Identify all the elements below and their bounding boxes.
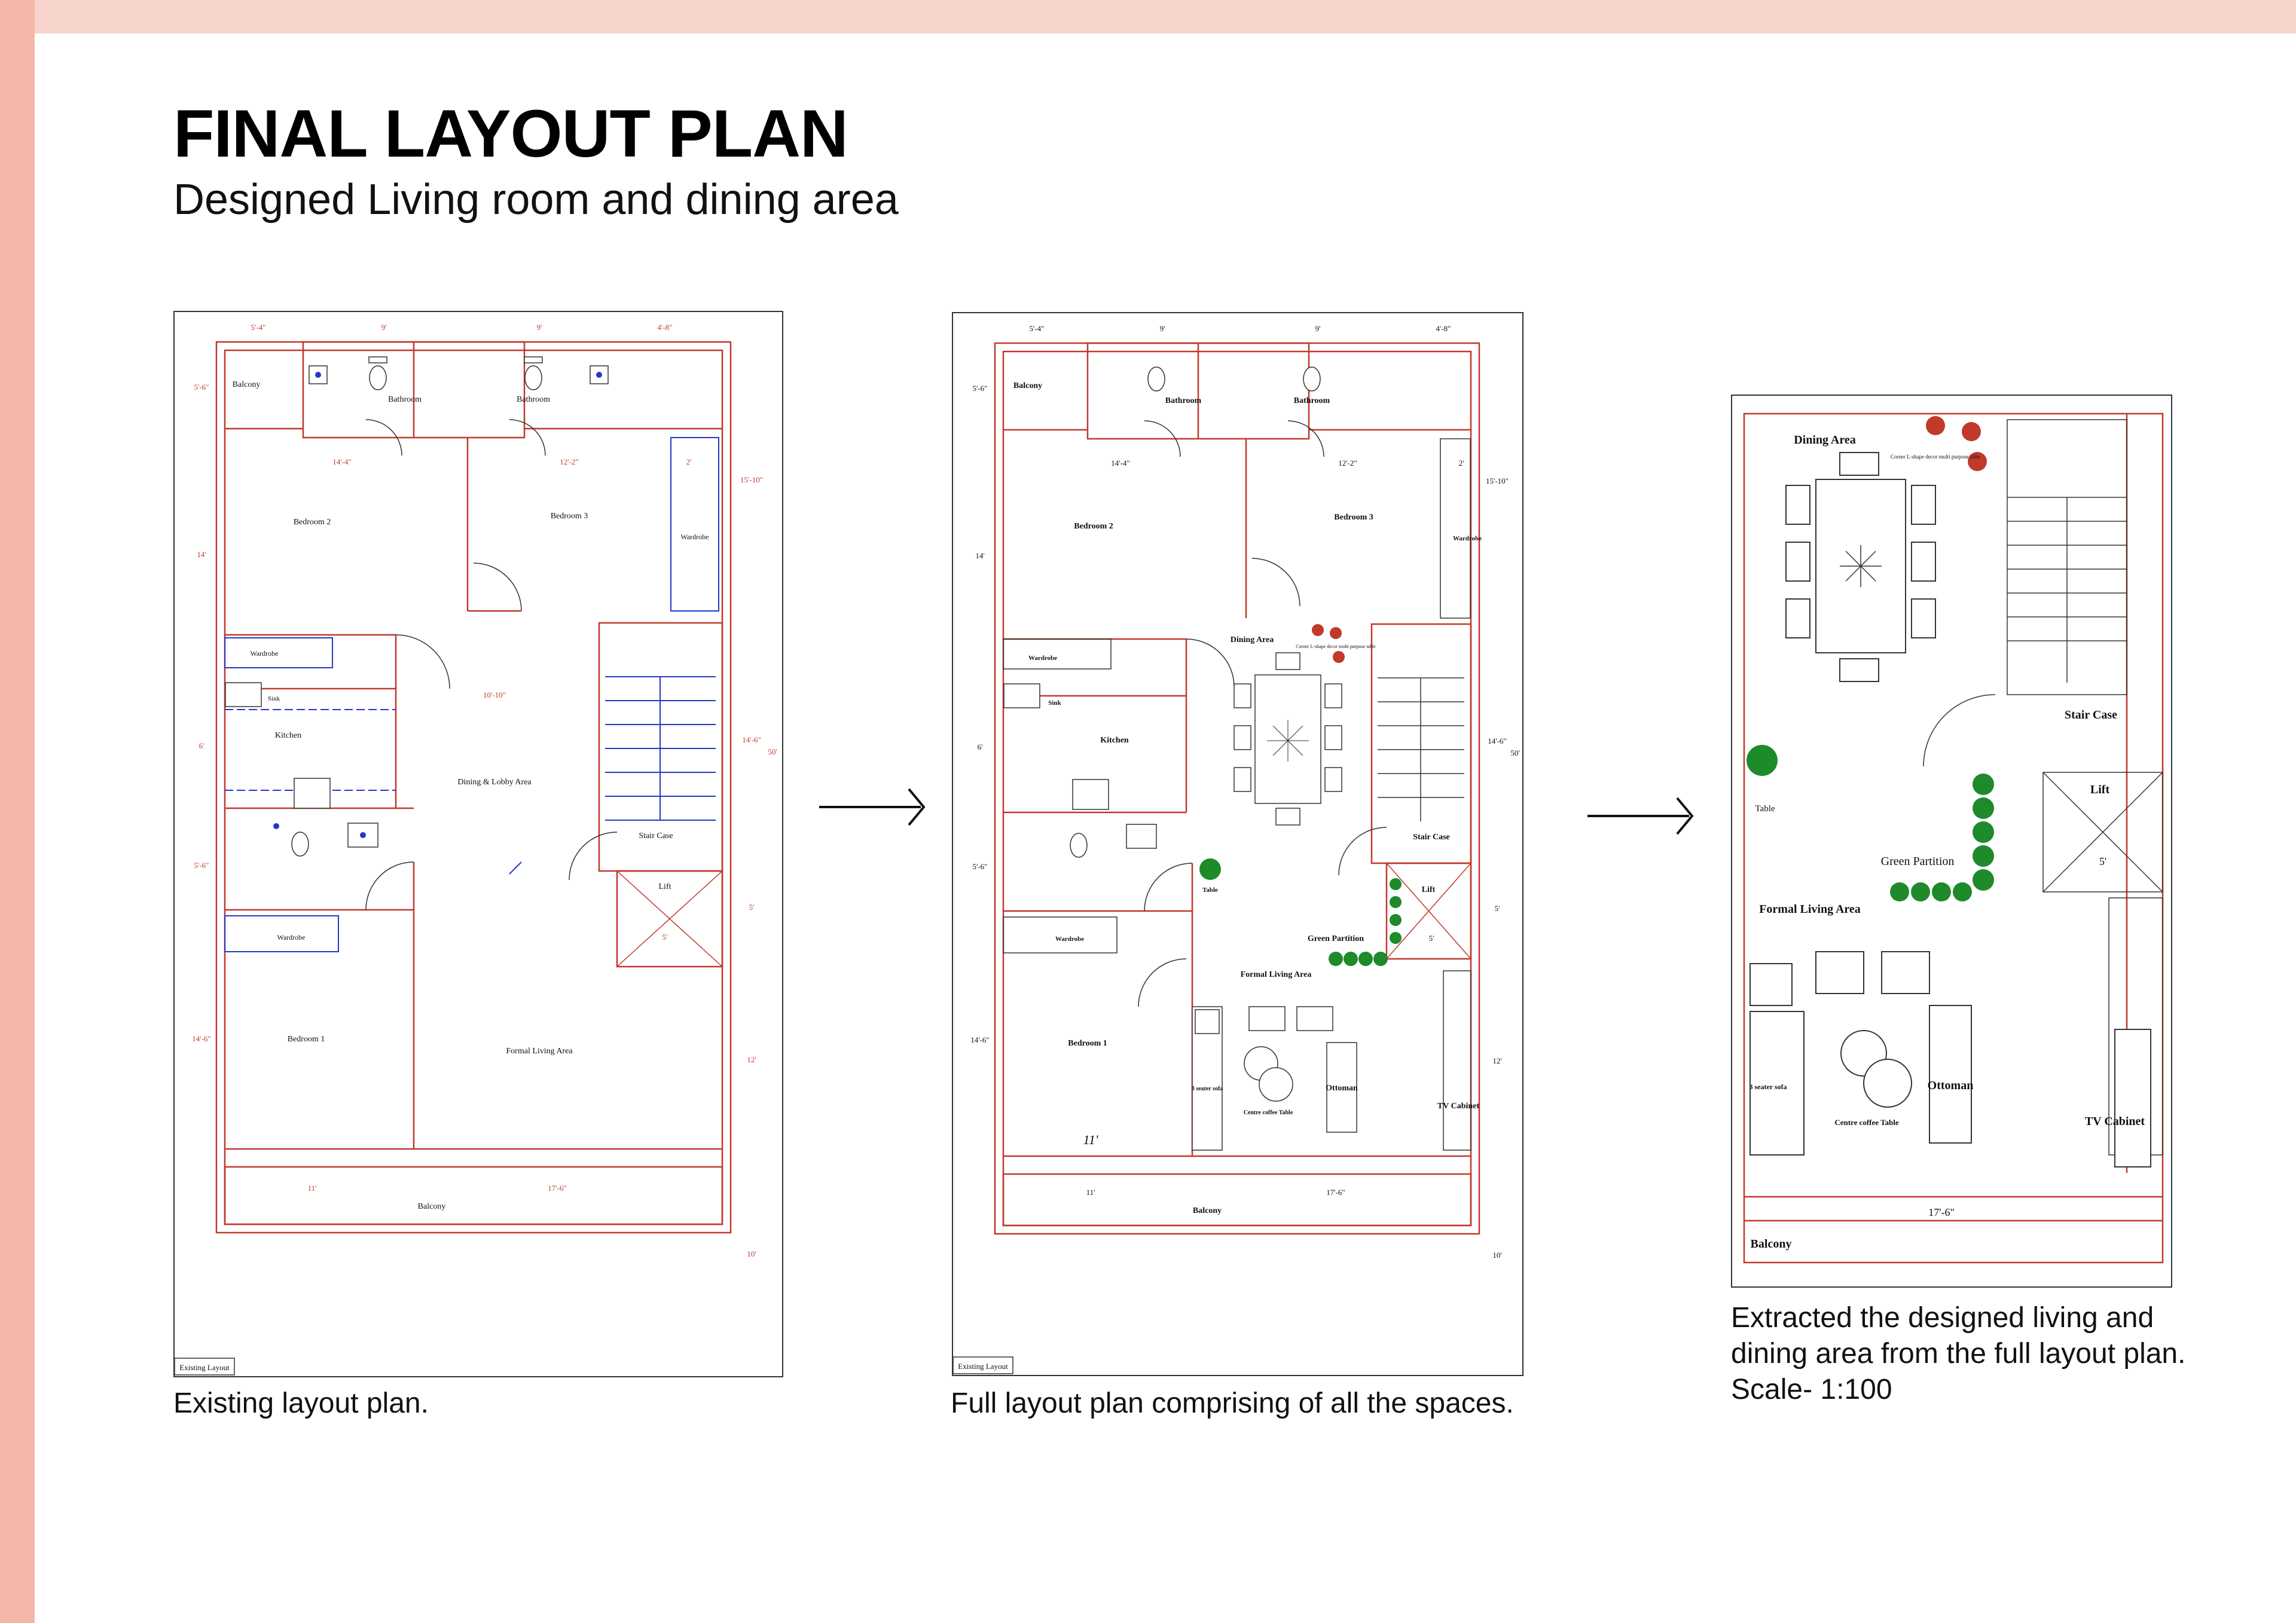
label-lift: Lift <box>2090 783 2110 796</box>
plan-tag: Existing Layout <box>179 1363 230 1372</box>
label-wardrobe-left: Wardrobe <box>1028 655 1058 662</box>
label-green-partition: Green Partition <box>1880 855 1955 868</box>
existing-layout-plan <box>173 311 783 1377</box>
extracted-living-dining-plan <box>1731 395 2172 1288</box>
label-bedroom-1: Bedroom 1 <box>287 1035 325 1044</box>
dim-r6: 50' <box>1510 748 1520 757</box>
label-bathroom-2: Bathroom <box>1293 396 1330 405</box>
label-wardrobe-bottom: Wardrobe <box>1055 936 1085 943</box>
label-green-partition: Green Partition <box>1307 934 1364 943</box>
dim-v3: 6' <box>199 741 204 750</box>
dim-4: 4'-8" <box>657 323 673 332</box>
dim-r4: 12' <box>747 1055 756 1064</box>
extracted-drawing <box>1732 396 2171 1286</box>
dim-9: 11' <box>1086 1188 1095 1197</box>
dim-v1: 5'-6" <box>972 384 988 393</box>
label-wardrobe-right: Wardrobe <box>680 533 709 541</box>
dim-5: 14'-4" <box>1111 459 1130 467</box>
label-wardrobe-right: Wardrobe <box>1452 535 1482 542</box>
label-table: Table <box>1755 804 1775 814</box>
dim-v4: 5'-6" <box>194 861 209 870</box>
dim-v4: 5'-6" <box>972 862 988 871</box>
dim-11: 5' <box>662 933 668 942</box>
dim-r1: 15'-10" <box>1486 476 1509 485</box>
caption-extracted <box>1731 1300 2185 1408</box>
page-subtitle: Designed Living room and dining area <box>173 176 899 224</box>
dim-8: 10'-10" <box>483 690 506 699</box>
dim-1: 5'-4" <box>251 323 266 332</box>
label-corner-note: Corner L-shape decor multi purpose table <box>1296 644 1376 649</box>
label-lift: Lift <box>1421 885 1436 894</box>
label-coffee-table: Centre coffee Table <box>1834 1118 1899 1127</box>
dim-9: 11' <box>307 1184 317 1193</box>
dim-3: 9' <box>536 323 542 332</box>
label-stair-case: Stair Case <box>2065 708 2117 722</box>
dim-4: 4'-8" <box>1436 324 1451 333</box>
dim-r3: 5' <box>1494 904 1500 913</box>
dim-v1: 5'-6" <box>194 383 209 392</box>
label-bathroom-1: Bathroom <box>388 395 422 404</box>
dim-v5: 14'-6" <box>970 1035 990 1044</box>
label-bedroom-1: Bedroom 1 <box>1068 1039 1107 1048</box>
label-sofa: 3 seater sofa <box>1191 1086 1223 1092</box>
label-balcony: Balcony <box>1750 1237 1792 1251</box>
dim-5: 14'-4" <box>332 457 352 466</box>
label-lift: Lift <box>658 882 671 891</box>
plan-tag: Existing Layout <box>958 1362 1008 1371</box>
label-bathroom-2: Bathroom <box>517 395 550 404</box>
page-title: FINAL LAYOUT PLAN <box>173 96 848 171</box>
label-bathroom-1: Bathroom <box>1165 396 1202 405</box>
dim-1: 5' <box>2099 855 2107 867</box>
caption-line-3: Scale- 1:100 <box>1731 1374 1892 1405</box>
dim-12: 11' <box>1083 1132 1098 1147</box>
caption-existing: Existing layout plan. <box>173 1387 429 1419</box>
top-accent-strip <box>35 0 2296 33</box>
label-dining-lobby: Dining & Lobby Area <box>457 778 532 787</box>
dim-r2: 14'-6" <box>742 735 761 744</box>
label-formal-living: Formal Living Area <box>1759 903 1861 916</box>
dim-v5: 14'-6" <box>192 1034 211 1043</box>
label-coffee-table: Centre coffee Table <box>1243 1109 1293 1116</box>
dim-r5: 10' <box>1492 1251 1502 1260</box>
existing-layout-drawing <box>175 312 782 1376</box>
label-bedroom-2: Bedroom 2 <box>293 518 331 527</box>
label-sink: Sink <box>267 695 280 702</box>
dim-r1: 15'-10" <box>740 475 763 484</box>
dim-1: 5'-4" <box>1029 324 1045 333</box>
label-bedroom-3: Bedroom 3 <box>550 512 588 521</box>
label-ottoman: Ottoman <box>1927 1079 1974 1092</box>
dim-10: 17'-6" <box>548 1184 567 1193</box>
dim-v2: 14' <box>197 550 206 559</box>
label-balcony-bottom: Balcony <box>417 1202 446 1211</box>
dim-11: 5' <box>1428 934 1434 943</box>
dim-r2: 14'-6" <box>1488 736 1507 745</box>
label-kitchen: Kitchen <box>1100 736 1129 745</box>
label-stair-case: Stair Case <box>639 832 673 840</box>
label-stair-case: Stair Case <box>1413 833 1450 842</box>
dim-6: 12'-2" <box>560 457 579 466</box>
dim-7: 2' <box>686 457 692 466</box>
dim-2: 9' <box>1159 324 1165 333</box>
label-formal-living: Formal Living Area <box>506 1047 573 1056</box>
label-bedroom-3: Bedroom 3 <box>1334 513 1373 522</box>
dim-2: 9' <box>381 323 387 332</box>
label-formal-living: Formal Living Area <box>1240 970 1312 979</box>
left-accent-strip <box>0 0 35 1623</box>
full-layout-drawing <box>953 313 1522 1375</box>
dim-7: 2' <box>1458 459 1464 467</box>
caption-line-1: Extracted the designed living and <box>1731 1302 2154 1334</box>
dim-3: 9' <box>1315 324 1321 333</box>
label-balcony-top: Balcony <box>1013 381 1043 390</box>
label-corner-note: Corner L-shape decor multi purpose table <box>1890 454 1981 460</box>
dim-r6: 50' <box>768 747 777 756</box>
label-balcony-top: Balcony <box>232 380 261 389</box>
label-sink: Sink <box>1048 699 1061 707</box>
dim-v2: 14' <box>975 551 985 560</box>
label-ottoman: Ottoman <box>1326 1084 1358 1093</box>
dim-v3: 6' <box>977 742 983 751</box>
label-table: Table <box>1202 887 1218 894</box>
label-tv-cabinet: TV Cabinet <box>1437 1102 1480 1111</box>
label-sofa: 3 seater sofa <box>1749 1083 1787 1091</box>
label-dining: Dining Area <box>1230 635 1274 644</box>
label-bedroom-2: Bedroom 2 <box>1074 522 1113 531</box>
label-wardrobe-left: Wardrobe <box>250 649 279 658</box>
caption-full: Full layout plan comprising of all the spaces. <box>951 1387 1514 1419</box>
arrow-right-icon <box>1587 792 1695 840</box>
full-layout-plan <box>952 312 1523 1376</box>
dim-2: 17'-6" <box>1928 1206 1955 1218</box>
label-balcony-bottom: Balcony <box>1192 1206 1222 1215</box>
dim-r5: 10' <box>747 1249 756 1258</box>
caption-line-2: dining area from the full layout plan. <box>1731 1338 2186 1370</box>
dim-10: 17'-6" <box>1326 1188 1345 1197</box>
dim-6: 12'-2" <box>1338 459 1357 467</box>
dim-r4: 12' <box>1492 1056 1502 1065</box>
label-kitchen: Kitchen <box>274 731 302 740</box>
dim-r3: 5' <box>749 903 755 912</box>
arrow-right-icon <box>819 783 927 831</box>
label-wardrobe-bottom: Wardrobe <box>277 933 306 942</box>
label-tv-cabinet: TV Cabinet <box>2084 1115 2145 1128</box>
label-dining: Dining Area <box>1794 433 1856 447</box>
